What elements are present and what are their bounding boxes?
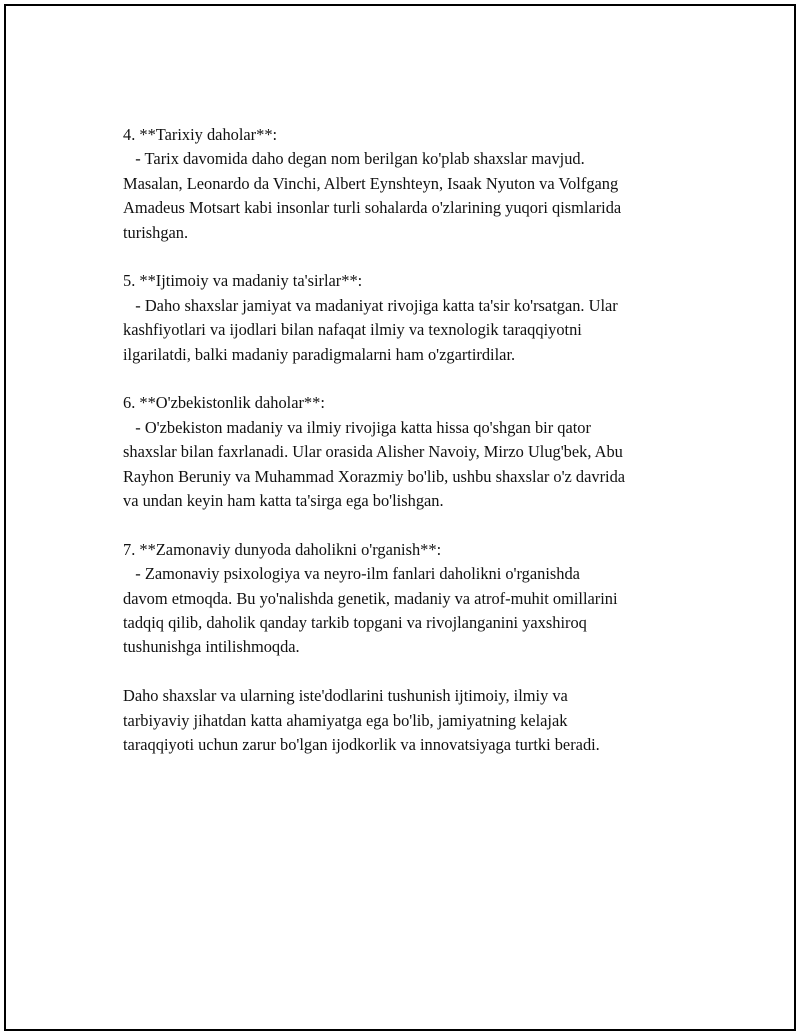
paragraph-line: davom etmoqda. Bu yo'nalishda genetik, madaniy va atrof-muhit omillarini [123, 588, 618, 608]
paragraph-line: - Zamonaviy psixologiya va neyro-ilm fanlari daholikni o'rganishda [123, 564, 580, 584]
paragraph-line: - Tarix davomida daho degan nom berilgan ko'plab shaxslar mavjud. [123, 149, 585, 169]
paragraph-line: taraqqiyoti uchun zarur bo'lgan ijodkorlik va innovatsiyaga turtki beradi. [123, 735, 600, 755]
section-ijtimoiy-madaniy-tasirlar [123, 269, 723, 367]
paragraph-line: - Daho shaxslar jamiyat va madaniyat rivojiga katta ta'sir ko'rsatgan. Ular [123, 295, 618, 315]
section-tarixiy-daholar [123, 123, 723, 245]
paragraph-line: Masalan, Leonardo da Vinchi, Albert Eynshteyn, Isaak Nyuton va Volfgang [123, 173, 619, 193]
section-heading: 4. **Tarixiy daholar**: [123, 125, 278, 144]
paragraph-line: tadqiq qilib, daholik qanday tarkib topgani va rivojlanganini yaxshiroq [123, 613, 587, 633]
section-heading: 5. **Ijtimoiy va madaniy ta'sirlar**: [123, 271, 363, 291]
paragraph-line: tarbiyaviy jihatdan katta ahamiyatga ega bo'lib, jamiyatning kelajak [123, 710, 568, 730]
paragraph-line: kashfiyotlari va ijodlari bilan nafaqat ilmiy va texnologik taraqqiyotni [123, 320, 582, 340]
paragraph-line: - O'zbekiston madaniy va ilmiy rivojiga katta hissa qo'shgan bir qator [123, 417, 591, 437]
section-conclusion [123, 684, 723, 757]
paragraph-line: Rayhon Beruniy va Muhammad Xorazmiy bo'lib, ushbu shaxslar o'z davrida [123, 466, 626, 486]
paragraph-line: Amadeus Motsart kabi insonlar turli sohalarda o'zlarining yuqori qismlarida [123, 198, 622, 218]
paragraph-line: va undan keyin ham katta ta'sirga ega bo'lishgan. [123, 491, 444, 511]
paragraph-line: Daho shaxslar va ularning iste'dodlarini tushunish ijtimoiy, ilmiy va [123, 686, 568, 706]
section-zamonaviy-dunyoda [123, 538, 723, 660]
section-heading: 7. **Zamonaviy dunyoda daholikni o'rganish**: [123, 539, 442, 559]
document-body [123, 123, 723, 782]
document-page [4, 4, 796, 1031]
paragraph-line: ilgarilatdi, balki madaniy paradigmalarni ham o'zgartirdilar. [123, 344, 516, 364]
section-ozbekistonlik-daholar [123, 391, 723, 513]
section-heading: 6. **O'zbekistonlik daholar**: [123, 393, 325, 413]
paragraph-line: shaxslar bilan faxrlanadi. Ular orasida Alisher Navoiy, Mirzo Ulug'bek, Abu [123, 442, 623, 462]
paragraph-line: tushunishga intilishmoqda. [123, 637, 300, 657]
paragraph-line: turishgan. [123, 222, 189, 242]
